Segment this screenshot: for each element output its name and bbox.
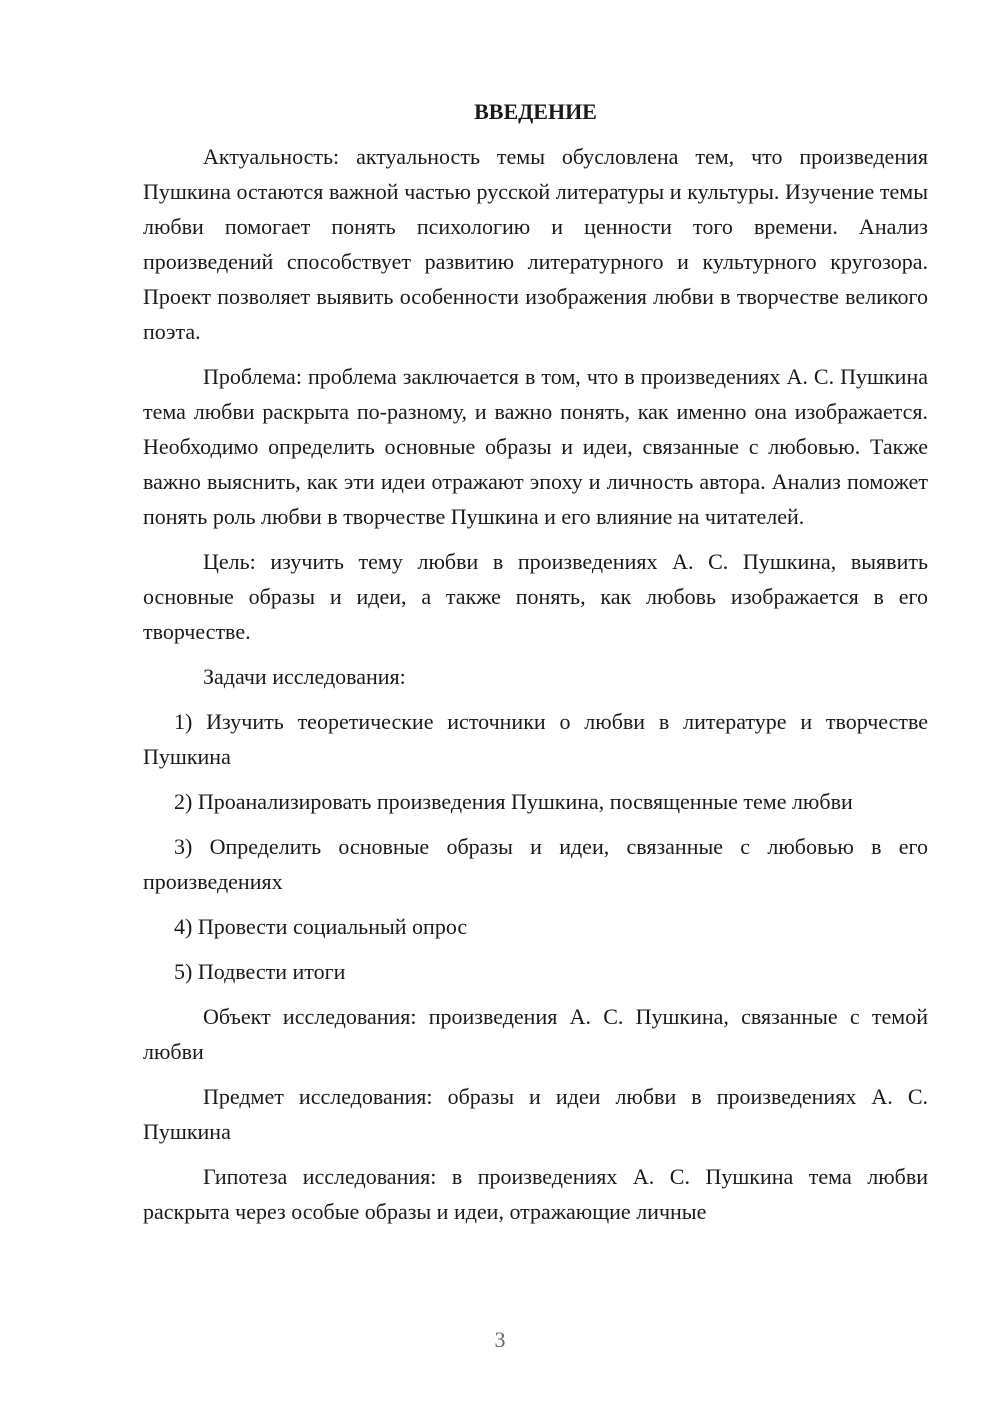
- task-item: 2) Проанализировать произведения Пушкина, посвященные теме любви: [174, 789, 853, 814]
- task-item: 4) Провести социальный опрос: [174, 914, 468, 939]
- tasks-title: Задачи исследования:: [203, 664, 406, 689]
- page-number: 3: [494, 1327, 506, 1352]
- goal-paragraph: Цель: изучить тему любви в произведениях А. С. Пушкина, выявить основные образы и идеи, а также понять, как любовь изображается в его творчестве.: [143, 549, 928, 644]
- task-item: 3) Определить основные образы и идеи, связанные с любовью в его произведениях: [143, 834, 928, 894]
- actuality-paragraph: Актуальность: актуальность темы обусловлена тем, что произведения Пушкина остаются важной частью русской литературы и культуры. Изучение темы любви помогает понять психологию и ценности того времени. Анализ произведений способствует развитию литературного и культурного кругозора. Проект позволяет выявить особенности изображения любви в творчестве великого поэта.: [143, 144, 928, 344]
- task-item: 1) Изучить теоретические источники о любви в литературе и творчестве Пушкина: [143, 709, 928, 769]
- document-page: [143, 94, 928, 1239]
- object-paragraph: Объект исследования: произведения А. С. Пушкина, связанные с темой любви: [143, 1004, 928, 1064]
- hypothesis-paragraph: Гипотеза исследования: в произведениях А. С. Пушкина тема любви раскрыта через особые образы и идеи, отражающие личные: [143, 1164, 928, 1224]
- section-heading: ВВЕДЕНИЕ: [474, 99, 597, 124]
- subject-paragraph: Предмет исследования: образы и идеи любви в произведениях А. С. Пушкина: [143, 1084, 928, 1144]
- task-item: 5) Подвести итоги: [174, 959, 346, 984]
- problem-paragraph: Проблема: проблема заключается в том, что в произведениях А. С. Пушкина тема любви раскрыта по-разному, и важно понять, как именно она изображается. Необходимо определить основные образы и идеи, связанные с любовью. Также важно выяснить, как эти идеи отражают эпоху и личность автора. Анализ поможет понять роль любви в творчестве Пушкина и его влияние на читателей.: [143, 364, 928, 529]
